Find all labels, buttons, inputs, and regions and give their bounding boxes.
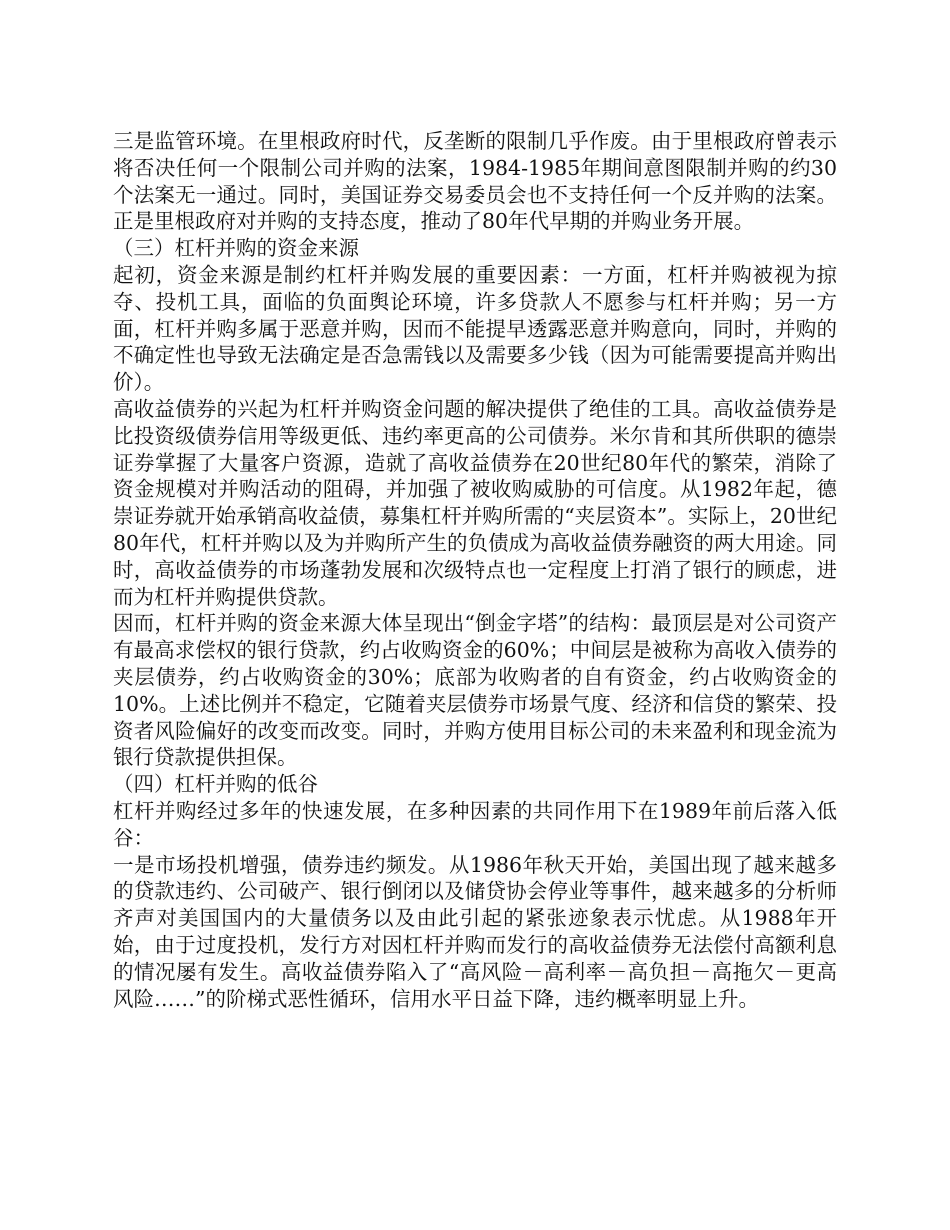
paragraph-regulatory-environment: 三是监管环境。在里根政府时代，反垄断的限制几乎作废。由于里根政府曾表示将否决任何一个限制公司并购的法案，1984-1985年期间意图限制并购的约30个法案无一通过。同时，美国证券交易委员会也不支持任何一个反并购的法案。正是里根政府对并购的支持态度，推动了80年代早期的并购业务开展。	[113, 129, 837, 234]
paragraph-trough-intro: 杠杆并购经过多年的快速发展，在多种因素的共同作用下在1989年前后落入低谷：	[113, 798, 837, 850]
paragraph-funding-constraints: 起初，资金来源是制约杠杆并购发展的重要因素：一方面，杠杆并购被视为掠夺、投机工具，面临的负面舆论环境，许多贷款人不愿参与杠杆并购；另一方面，杠杆并购多属于恶意并购，因而不能提早透露恶意并购意向，同时，并购的不确定性也导致无法确定是否急需钱以及需要多少钱（因为可能需要提高并购出价）。	[113, 262, 837, 395]
section-heading-funding-sources: （三）杠杆并购的资金来源	[113, 236, 359, 261]
paragraph-speculation-defaults: 一是市场投机增强，债券违约频发。从1986年秋天开始，美国出现了越来越多的贷款违约、公司破产、银行倒闭以及储贷协会停业等事件，越来越多的分析师齐声对美国国内的大量债务以及由此引起的紧张迹象表示忧虑。从1988年开始，由于过度投机，发行方对因杠杆并购而发行的高收益债券无法偿付高额利息的情况屡有发生。高收益债券陷入了“高风险－高利率－高负担－高拖欠－更高风险……”的阶梯式恶性循环，信用水平日益下降，违约概率明显上升。	[113, 852, 837, 1011]
section-heading-lbo-trough: （四）杠杆并购的低谷	[113, 772, 318, 797]
paragraph-inverted-pyramid: 因而，杠杆并购的资金来源大体呈现出“倒金字塔”的结构：最顶层是对公司资产有最高求偿权的银行贷款，约占收购资金的60%；中间层是被称为高收入债券的夹层债券，约占收购资金的30%；底部为收购者的自有资金，约占收购资金的10%。上述比例并不稳定，它随着夹层债券市场景气度、经济和信贷的繁荣、投资者风险偏好的改变而改变。同时，并购方使用目标公司的未来盈利和现金流为银行贷款提供担保。	[113, 611, 837, 770]
document-page	[113, 128, 837, 1012]
paragraph-high-yield-bonds: 高收益债券的兴起为杠杆并购资金问题的解决提供了绝佳的工具。高收益债券是比投资级债券信用等级更低、违约率更高的公司债券。米尔肯和其所供职的德崇证券掌握了大量客户资源，造就了高收益债券在20世纪80年代的繁荣，消除了资金规模对并购活动的阻碍，并加强了被收购威胁的可信度。从1982年起，德崇证券就开始承销高收益债，募集杠杆并购所需的“夹层资本”。实际上，20世纪80年代，杠杆并购以及为并购所产生的负债成为高收益债券融资的两大用途。同时，高收益债券的市场蓬勃发展和次级特点也一定程度上打消了银行的顾虑，进而为杠杆并购提供贷款。	[113, 396, 837, 609]
